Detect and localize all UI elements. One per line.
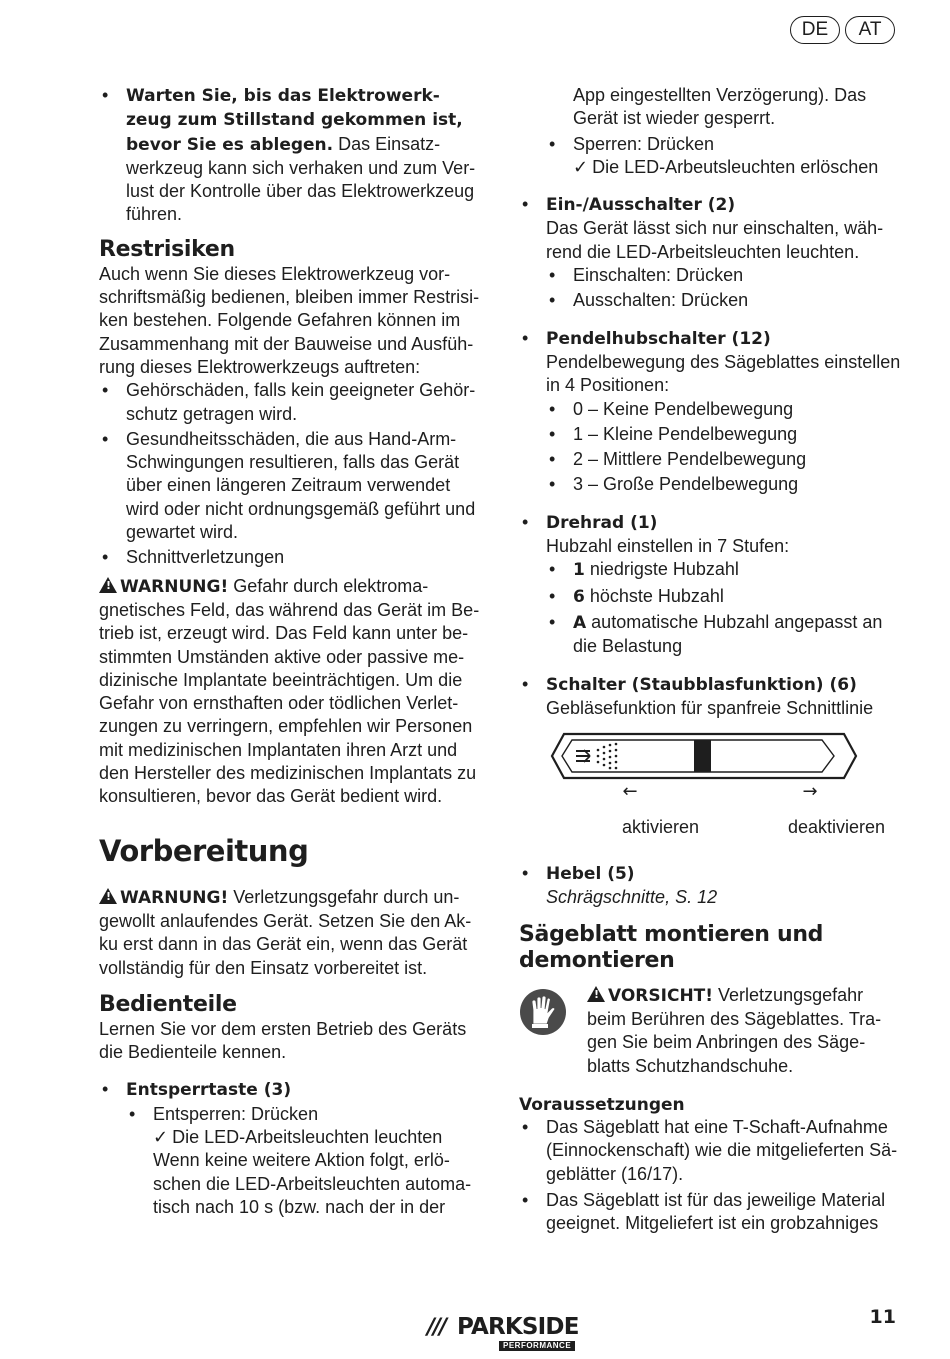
caution-label: VORSICHT! [608,985,714,1006]
language-badge-de: DE [790,16,840,44]
warning-paragraph [99,575,484,809]
control-title: Pendelhubschalter (12) [546,328,771,349]
continued-text: App eingestellten Verzögerung). Das Gerät ist wieder gesperrt. [573,85,867,129]
section-title-vorbereitung: Vorbereitung [99,833,309,868]
speed-text: niedrigste Hubzahl [584,559,739,580]
continued-list [519,84,904,910]
sub-item-text: Entsperren: Drücken [153,1103,319,1124]
list-item [519,327,904,497]
logo-subtitle: PERFORMANCE [499,1341,575,1351]
logo-text: PARKSIDE [457,1314,579,1340]
list-item: • 2 – Mittlere Pendelbewegung [546,448,904,471]
check-icon: ✓ [153,1126,169,1147]
list-item: • Einschalten: Drücken [546,264,904,287]
list-item: • 3 – Große Pendelbewegung [546,473,904,496]
section-title-saegeblatt: Sägeblatt montieren und demontieren [519,921,824,973]
speed-text: höchste Hubzahl [584,585,724,606]
list-item [546,585,904,609]
control-text: Das Gerät lässt sich nur einschalten, wäh-rend die LED-Arbeitsleuchten leuchten. [546,218,884,262]
speed-key: A [573,612,587,633]
list-item: • Ausschalten: Drücken [546,289,904,312]
sub-item-text: Sperren: Drücken [573,133,715,154]
list-item [519,862,904,910]
sub-list [546,84,904,179]
arrow-left-icon: ← [622,781,638,803]
list-item [546,558,904,582]
list-item [126,1103,484,1219]
speed-key: 6 [573,586,585,607]
warning-label: WARNUNG! [120,887,229,908]
label-aktivieren: aktivieren [622,817,700,838]
list-item [519,193,904,312]
control-text: Schrägschnitte, S. 12 [546,887,718,908]
label-deaktivieren: deaktivieren [788,817,886,838]
control-text: Hubzahl einstellen in 7 Stufen: [546,536,790,557]
control-text: Gebläsefunktion für spanfreie Schnittlinie [546,697,874,718]
list-item: • Schnittverletzungen [99,546,484,569]
switch-diagram [546,730,904,854]
result-text: Die LED-Arbeutsleuchten erlöschen [592,156,879,177]
warning-text: Gefahr durch elektroma-gnetisches Feld, das während das Gerät im Be-trieb ist, erzeugt wird. Das Feld kann unter be-stimmten Umständen aktive oder passive me-dizinische Implantate beeinträchtigen. Um die Gefahr von ernsthaften oder tödlichen Verlet-zungen zu verringern, empfehlen wir Personen mit medizinischen Implantaten ihren Arzt und den Hersteller des medizinischen Implantats zu konsultieren, bevor das Gerät bedient wird. [99,575,480,807]
list-item [519,511,904,659]
result-text: Die LED-Arbeitsleuchten leuchten [172,1126,443,1147]
intro-text: Das Einsatz-werkzeug kann sich verhaken und zum Ver-lust der Kontrolle über das Elektrowerkzeug führen. [126,133,476,225]
sub-list [126,1103,484,1219]
warning-icon [99,577,117,593]
caution-paragraph [587,984,904,1078]
list-item [546,611,904,659]
left-column [99,84,484,1219]
restrisiken-text: Auch wenn Sie dieses Elektrowerkzeug vor-schriftsmäßig bedienen, bleiben immer Restrisi-ken bestehen. Folgende Gefahren können im Zusammenhang mit der Bauweise und Ausfüh-rung dieses Elektrowerkzeugs auftreten: [99,263,480,377]
list-item: • Gesundheitsschäden, die aus Hand-Arm-Schwingungen resultieren, falls das Gerät über einen längeren Zeitraum verwendet wird oder nicht ordnungsgemäß geführt und gewartet wird. [99,428,484,544]
subsection-title-voraussetzungen: Voraussetzungen [519,1094,685,1115]
list-item: • 0 – Keine Pendelbewegung [546,398,904,421]
arrow-right-icon: → [802,781,818,803]
list-item [99,84,484,227]
list-item [519,84,904,179]
sub-list [546,264,904,313]
note-text: Wenn keine weitere Aktion folgt, erlö-schen die LED-Arbeitsleuchten automa-tisch nach 10 s (bzw. nach der in der [153,1150,472,1217]
intro-list [99,84,484,227]
check-icon: ✓ [573,156,589,177]
list-item [546,133,904,180]
list-item [99,1078,484,1219]
control-title: Drehrad (1) [546,512,658,533]
list-item: • Das Sägeblatt hat eine T-Schaft-Aufnahme (Einnockenschaft) wie die mitgelieferten Sä-geblätter (16/17). [519,1116,904,1186]
speed-key: 1 [573,560,585,581]
logo-bars: /// [427,1315,446,1340]
controls-list [99,1078,484,1219]
control-text: Pendelbewegung des Sägeblattes einstellen in 4 Positionen: [546,351,901,396]
risks-list [99,379,484,569]
prerequisites-list [519,1116,904,1235]
caution-text: Verletzungsgefahr beim Berühren des Sägeblattes. Tra-gen Sie beim Anbringen des Säge-blatts Schutzhandschuhe. [587,984,882,1076]
list-item: • Das Sägeblatt ist für das jeweilige Material geeignet. Mitgeliefert ist ein grobzahniges [519,1189,904,1236]
list-item: • 1 – Kleine Pendelbewegung [546,423,904,446]
list-item [519,673,904,855]
speed-text: automatische Hubzahl angepasst an die Belastung [573,611,883,657]
warning-icon [99,888,117,904]
sub-list [546,558,904,658]
list-item: • Gehörschäden, falls kein geeigneter Gehör-schutz getragen wird. [99,379,484,426]
warning-icon [587,986,605,1002]
control-title: Hebel (5) [546,864,635,885]
control-title: Schalter (Staubblasfunktion) (6) [546,674,857,695]
language-badge-at: AT [845,16,895,44]
warning-text: Verletzungsgefahr durch un-gewollt anlaufendes Gerät. Setzen Sie den Ak-ku erst dann in das Gerät ein, wenn das Gerät vollständig für den Einsatz vorbereitet ist. [99,886,472,978]
section-title-bedienteile: Bedienteile [99,991,237,1017]
right-column [519,84,904,1235]
section-title-restrisiken: Restrisiken [99,236,235,262]
warning-paragraph [99,886,484,980]
warning-label: WARNUNG! [120,576,229,597]
control-title: Ein-/Ausschalter (2) [546,195,736,216]
caution-block [519,984,904,1078]
bedienteile-text: Lernen Sie vor dem ersten Betrieb des Geräts die Bedienteile kennen. [99,1018,467,1063]
parkside-logo [427,1314,587,1354]
page-number: 11 [869,1306,896,1328]
control-title: Entsperrtaste (3) [126,1080,292,1101]
gloves-icon [519,988,567,1036]
sub-list [546,398,904,497]
intro-bold: Warten Sie, bis das Elektrowerk-zeug zum Stillstand gekommen ist, bevor Sie es ablegen. [126,86,463,155]
